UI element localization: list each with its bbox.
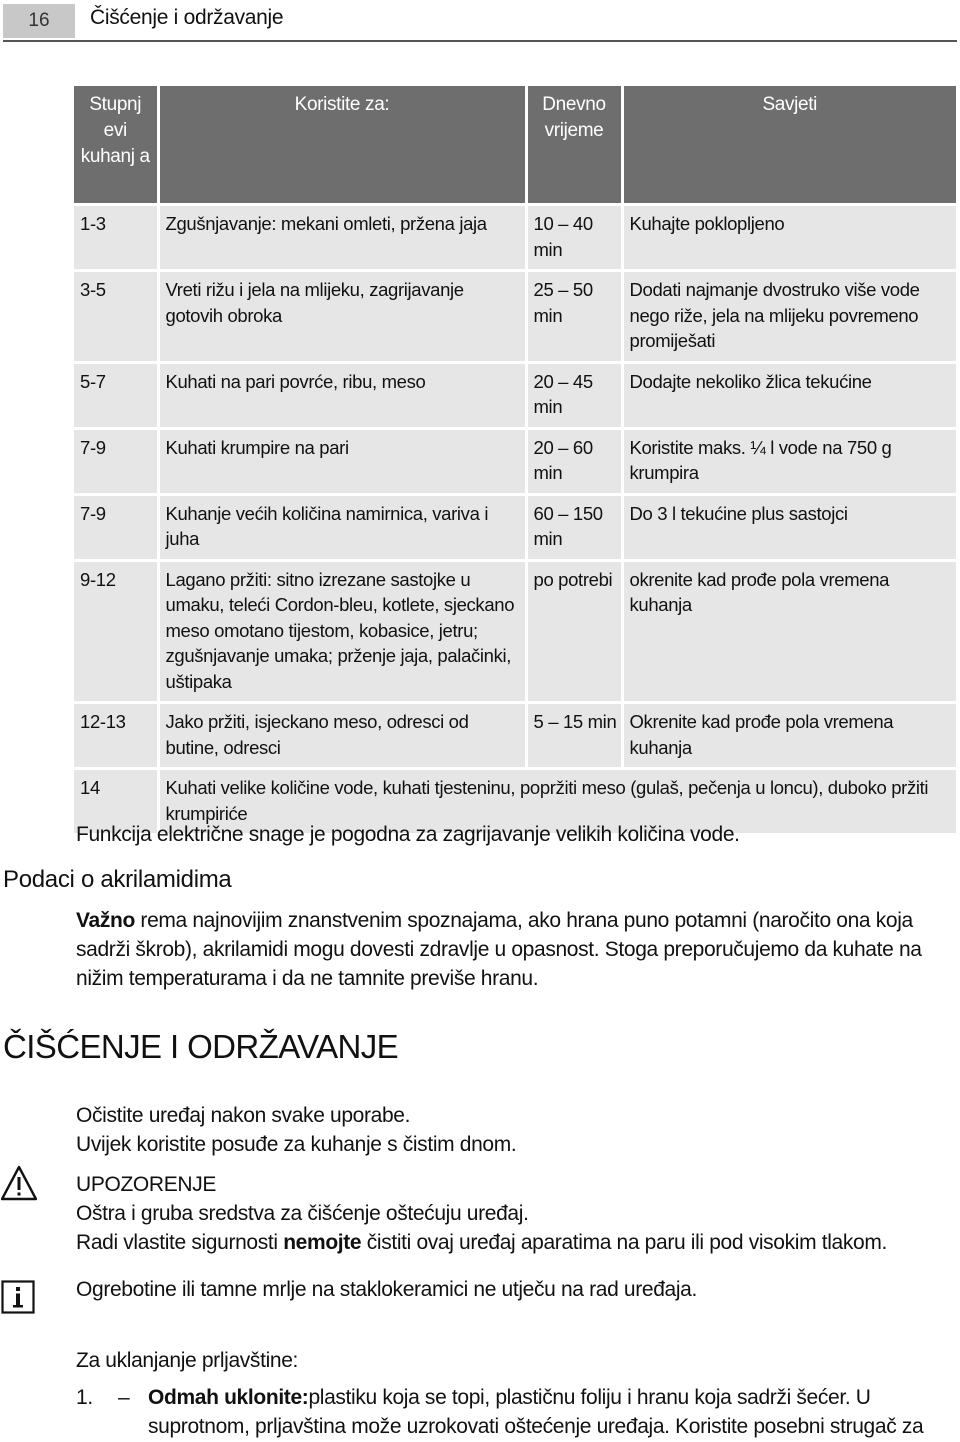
cell-time: 10 – 40 min — [526, 205, 622, 271]
table-row — [74, 428, 956, 494]
cell-tips: Dodajte nekoliko žlica tekućine — [622, 362, 956, 428]
table-row — [74, 205, 956, 271]
cell-level: 7-9 — [74, 494, 158, 560]
list-emphasis: Odmah uklonite: — [148, 1386, 309, 1409]
cell-use: Kuhati na pari povrće, ribu, meso — [158, 362, 526, 428]
list-number: 1. — [76, 1386, 93, 1409]
warning-title: UPOZORENJE — [76, 1173, 217, 1196]
page-number: 16 — [3, 4, 75, 38]
cell-use: Vreti rižu i jela na mlijeku, zagrijavanje gotovih obroka — [158, 271, 526, 363]
header-use: Koristite za: — [158, 86, 526, 205]
acrylamide-text: rema najnovijim znanstvenim spoznajama, ako hrana puno potamni (naročito ona koja sadrži škrob), akrilamidi mogu dovesti zdravlje u opasnost. Stoga preporučujemo da kuhate na nižim temperaturama i da ne tamnite previše hranu. — [76, 909, 922, 990]
cell-level: 5-7 — [74, 362, 158, 428]
cleaning-line: Očistite uređaj nakon svake uporabe. — [76, 1104, 411, 1127]
cell-use: Lagano pržiti: sitno izrezane sastojke u umaku, teleći Cordon-bleu, kotlete, sjeckano meso omotano tijestom, kobasice, jetru; zgušnjavanje umaka; prženje jaja, palačinki, uštipaka — [158, 560, 526, 703]
list-body — [148, 1383, 956, 1441]
cell-time: 20 – 45 min — [526, 362, 622, 428]
cell-time: 25 – 50 min — [526, 271, 622, 363]
list-dash: – — [118, 1386, 130, 1409]
power-function-note: Funkcija električne snage je pogodna za zagrijavanje velikih količina vode. — [76, 823, 740, 846]
page-title: Čišćenje i održavanje — [90, 6, 284, 29]
warning-text: Radi vlastite sigurnosti — [76, 1231, 284, 1254]
table-row — [74, 703, 956, 769]
cell-time: 20 – 60 min — [526, 428, 622, 494]
warning-text: čistiti ovaj uređaj aparatima na paru ili pod visokim tlakom. — [361, 1231, 887, 1254]
cell-level: 7-9 — [74, 428, 158, 494]
cell-use: Kuhanje većih količina namirnica, variva i juha — [158, 494, 526, 560]
header-tips: Savjeti — [622, 86, 956, 205]
cell-level: 1-3 — [74, 205, 158, 271]
table-row — [74, 494, 956, 560]
remove-dirt-heading: Za uklanjanje prljavštine: — [76, 1349, 299, 1372]
table-header-row — [74, 86, 956, 205]
cell-tips: Koristite maks. ¼ l vode na 750 g krumpira — [622, 428, 956, 494]
acrylamide-paragraph — [76, 906, 946, 993]
cell-tips: okrenite kad prođe pola vremena kuhanja — [622, 560, 956, 703]
cell-level: 9-12 — [74, 560, 158, 703]
warning-block — [76, 1170, 956, 1257]
cell-time: 60 – 150 min — [526, 494, 622, 560]
page-header — [0, 0, 960, 42]
cleaning-intro — [76, 1101, 516, 1159]
cell-level: 14 — [74, 769, 158, 834]
info-icon — [1, 1280, 35, 1314]
cleaning-heading: ČIŠĆENJE I ODRŽAVANJE — [3, 1028, 399, 1065]
header-divider — [3, 40, 957, 42]
list-text: plastiku koja se topi, plastičnu foliju i hranu koja sadrži šećer. U suprotnom, prljavština može uzrokovati oštećenje uređaja. Koristite posebni strugač za — [148, 1386, 924, 1438]
table-row — [74, 560, 956, 703]
warning-triangle-icon — [1, 1165, 37, 1201]
cell-time: po potrebi — [526, 560, 622, 703]
warning-line: Oštra i gruba sredstva za čišćenje oštećuju uređaj. — [76, 1202, 529, 1225]
cell-tips: Do 3 l tekućine plus sastojci — [622, 494, 956, 560]
cell-tips: Dodati najmanje dvostruko više vode nego riže, jela na mlijeku povremeno promiješati — [622, 271, 956, 363]
info-text: Ogrebotine ili tamne mrlje na staklokeramici ne utječu na rad uređaja. — [76, 1278, 697, 1301]
cell-tips: Kuhajte poklopljeno — [622, 205, 956, 271]
cell-time: 5 – 15 min — [526, 703, 622, 769]
acrylamide-heading: Podaci o akrilamidima — [3, 866, 232, 893]
warning-line — [76, 1228, 956, 1257]
cell-use: Kuhati krumpire na pari — [158, 428, 526, 494]
cell-tips: Okrenite kad prođe pola vremena kuhanja — [622, 703, 956, 769]
cleaning-line: Uvijek koristite posuđe za kuhanje s čistim dnom. — [76, 1133, 517, 1156]
cell-use: Zgušnjavanje: mekani omleti, pržena jaja — [158, 205, 526, 271]
warning-emphasis: nemojte — [283, 1231, 362, 1254]
cooking-levels-table — [74, 86, 956, 833]
header-level: Stupnj evi kuhanj a — [74, 86, 158, 205]
cell-level: 3-5 — [74, 271, 158, 363]
table-row — [74, 362, 956, 428]
cell-level: 12-13 — [74, 703, 158, 769]
cell-use: Kuhati velike količine vode, kuhati tjesteninu, popržiti meso (gulaš, pečenja u loncu), duboko pržiti krumpiriće — [158, 769, 956, 834]
header-time: Dnevno vrijeme — [526, 86, 622, 205]
important-label: Važno — [76, 909, 135, 932]
table-row — [74, 271, 956, 363]
cell-use: Jako pržiti, isjeckano meso, odresci od butine, odresci — [158, 703, 526, 769]
